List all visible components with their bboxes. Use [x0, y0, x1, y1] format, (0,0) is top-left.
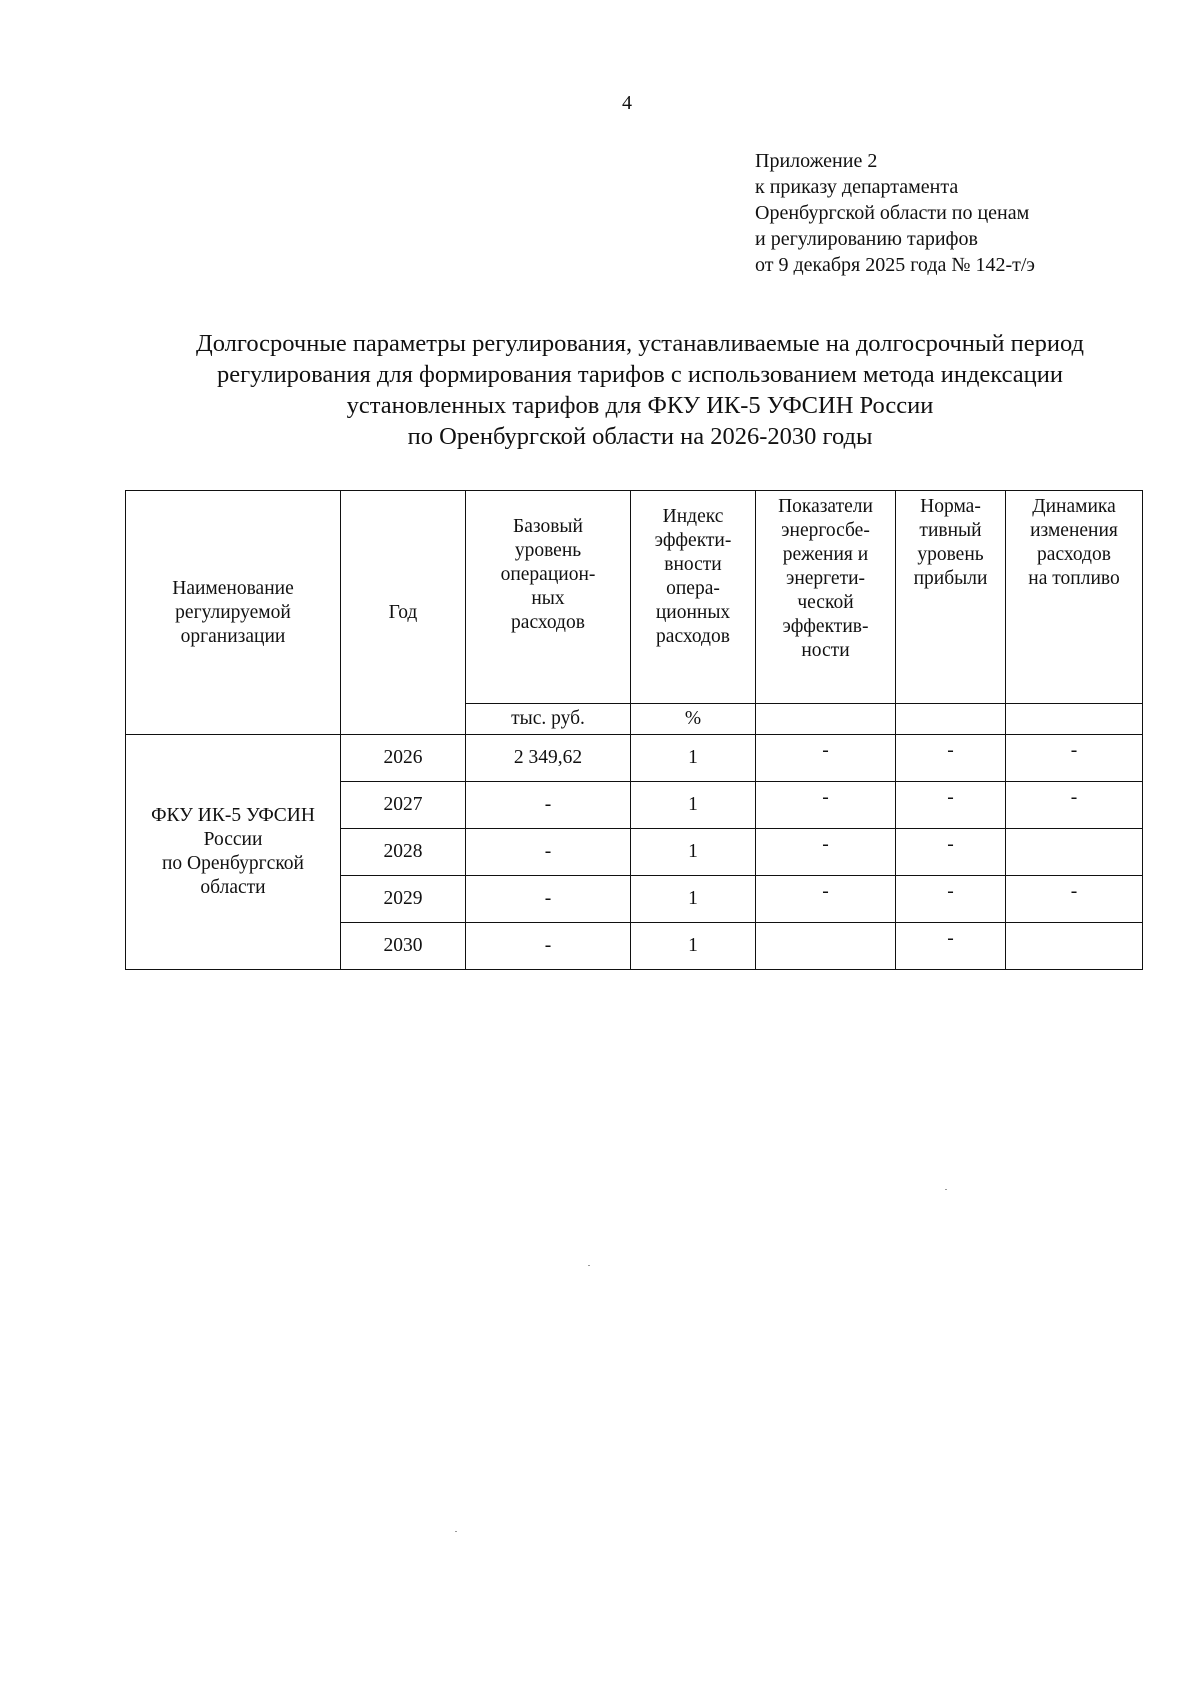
table-row [126, 735, 1143, 782]
header-fuel-dynamics [1006, 491, 1143, 704]
org-line: России [203, 829, 263, 850]
cell-fuel-dynamics: - [1006, 782, 1143, 829]
regulation-parameters-table [125, 490, 1143, 970]
header-line: уровень [514, 540, 582, 561]
appendix-line: от 9 декабря 2025 года № 142-т/э [755, 254, 1035, 276]
cell-efficiency-index: 1 [631, 782, 756, 829]
header-line: эффектив- [782, 616, 869, 637]
appendix-line: и регулированию тарифов [755, 228, 978, 250]
table-header-row [126, 491, 1143, 704]
unit-fuel-dynamics [1006, 704, 1143, 735]
header-line: уровень [917, 544, 984, 565]
header-line: энергети- [785, 568, 866, 589]
cell-efficiency-index: 1 [631, 829, 756, 876]
header-line: энергосбе- [781, 520, 870, 541]
cell-fuel-dynamics: - [1006, 876, 1143, 923]
header-line: регулируемой [175, 601, 291, 623]
cell-energy-saving: - [756, 829, 896, 876]
header-profit-level [896, 491, 1006, 704]
org-line: области [200, 877, 266, 898]
cell-fuel-dynamics [1006, 923, 1143, 970]
unit-base-level: тыс. руб. [466, 704, 631, 735]
organization-name [126, 735, 341, 970]
header-line: расходов [1037, 544, 1111, 565]
header-energy-saving [756, 491, 896, 704]
header-efficiency-index [631, 491, 756, 704]
cell-fuel-dynamics [1006, 829, 1143, 876]
cell-energy-saving [756, 923, 896, 970]
scan-speck [588, 1265, 590, 1266]
header-line: опера- [666, 578, 720, 599]
header-line: прибыли [913, 568, 988, 589]
cell-year: 2026 [341, 735, 466, 782]
title-line: установленных тарифов для ФКУ ИК-5 УФСИН России [346, 392, 934, 419]
cell-base-level: - [466, 782, 631, 829]
cell-efficiency-index: 1 [631, 735, 756, 782]
cell-base-level: 2 349,62 [466, 735, 631, 782]
page-number: 4 [622, 92, 632, 114]
header-base-level [466, 491, 631, 704]
cell-base-level: - [466, 829, 631, 876]
unit-profit-level [896, 704, 1006, 735]
cell-year: 2029 [341, 876, 466, 923]
org-line: ФКУ ИК-5 УФСИН [151, 805, 315, 826]
header-line: изменения [1030, 520, 1118, 541]
cell-year: 2030 [341, 923, 466, 970]
header-line: расходов [656, 626, 730, 647]
cell-profit-level: - [896, 829, 1006, 876]
cell-energy-saving: - [756, 735, 896, 782]
cell-base-level: - [466, 923, 631, 970]
cell-profit-level: - [896, 782, 1006, 829]
appendix-line: к приказу департамента [755, 176, 959, 198]
unit-efficiency-index: % [631, 704, 756, 735]
appendix-reference [755, 148, 1035, 278]
header-line: Показатели [778, 496, 873, 517]
header-line: Норма- [920, 496, 981, 517]
title-line: регулирования для формирования тарифов с использованием метода индексации [217, 361, 1063, 388]
title-line: Долгосрочные параметры регулирования, устанавливаемые на долгосрочный период [196, 330, 1084, 357]
header-line: Наименование [172, 577, 294, 599]
cell-profit-level: - [896, 923, 1006, 970]
header-line: Базовый [513, 516, 583, 537]
cell-efficiency-index: 1 [631, 923, 756, 970]
cell-energy-saving: - [756, 782, 896, 829]
unit-energy-saving [756, 704, 896, 735]
cell-year: 2028 [341, 829, 466, 876]
appendix-line: Оренбургской области по ценам [755, 202, 1030, 224]
header-line: Динамика [1032, 496, 1116, 517]
cell-base-level: - [466, 876, 631, 923]
header-line: ческой [797, 592, 854, 613]
header-line: тивный [919, 520, 982, 541]
scan-speck [945, 1189, 947, 1190]
header-line: на топливо [1028, 568, 1120, 589]
header-line: эффекти- [654, 530, 732, 551]
header-line: режения и [782, 544, 869, 565]
header-line: Год [388, 601, 418, 623]
header-line: расходов [511, 612, 585, 633]
header-year [341, 491, 466, 735]
header-line: вности [664, 554, 722, 575]
header-line: ных [531, 588, 565, 609]
appendix-line: Приложение 2 [755, 150, 878, 172]
cell-profit-level: - [896, 876, 1006, 923]
header-line: Индекс [662, 506, 724, 527]
cell-energy-saving: - [756, 876, 896, 923]
header-line: операцион- [500, 564, 596, 585]
header-line: ности [801, 640, 850, 661]
header-line: организации [180, 625, 286, 647]
title-line: по Оренбургской области на 2026-2030 годы [407, 423, 873, 450]
cell-fuel-dynamics: - [1006, 735, 1143, 782]
cell-efficiency-index: 1 [631, 876, 756, 923]
header-line: ционных [655, 602, 731, 623]
org-line: по Оренбургской [162, 853, 304, 874]
scan-speck [455, 1531, 457, 1532]
cell-year: 2027 [341, 782, 466, 829]
cell-profit-level: - [896, 735, 1006, 782]
document-title [90, 328, 1190, 452]
header-organization [126, 491, 341, 735]
